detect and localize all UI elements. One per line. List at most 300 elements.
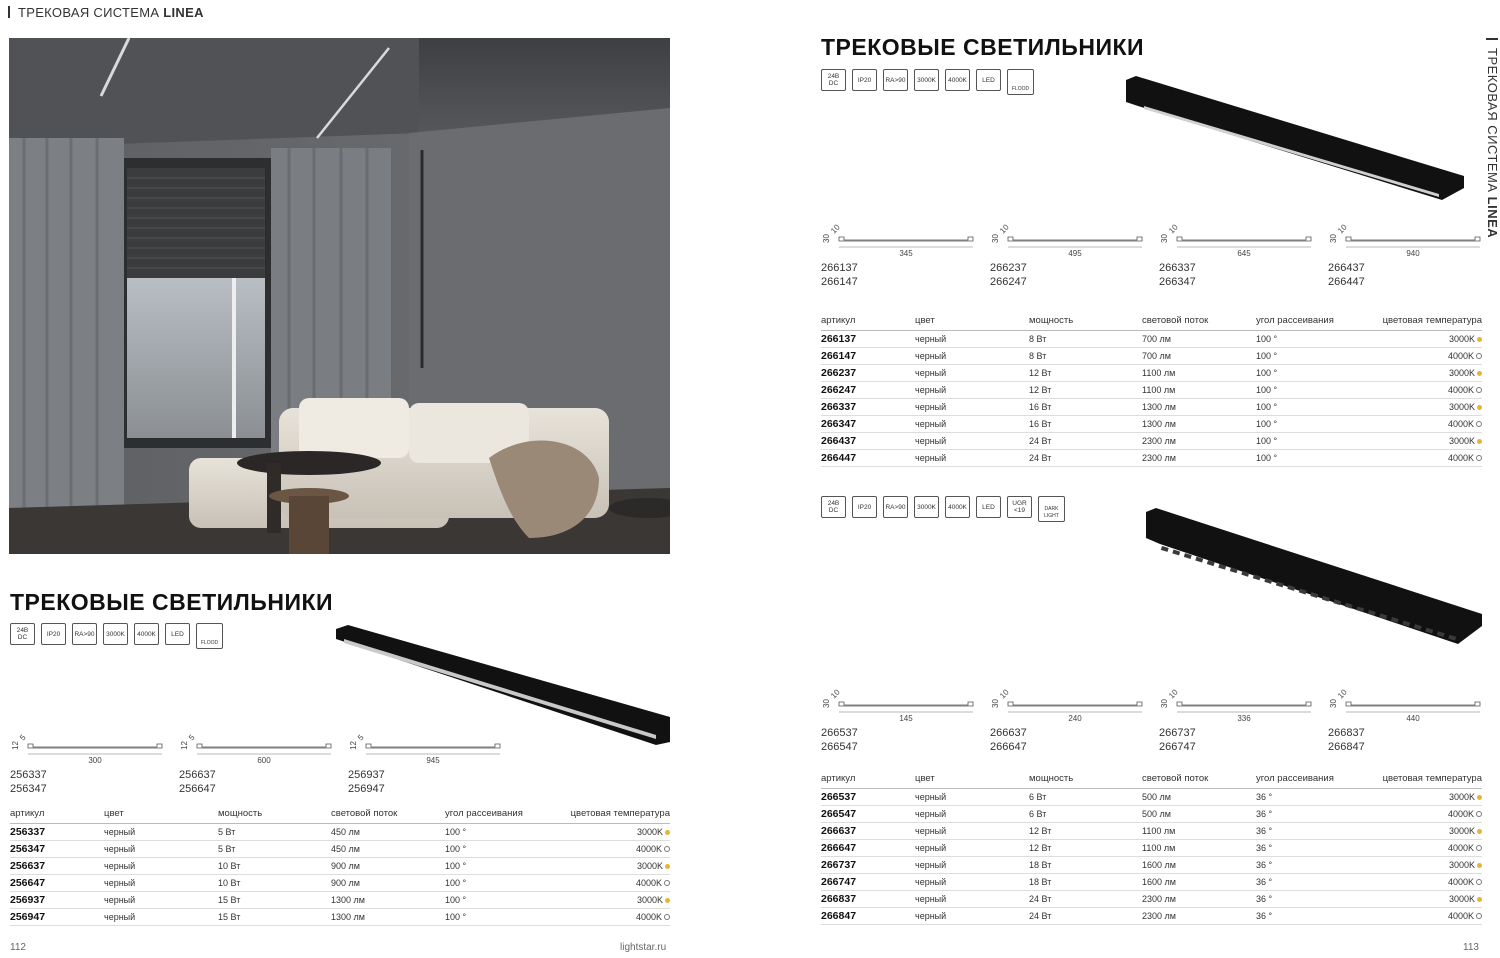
cell-color: черный <box>915 416 1029 433</box>
dimension-length: 345 <box>899 249 913 258</box>
article-code: 266337 <box>1159 262 1196 274</box>
dimension-height: 30 <box>1160 699 1169 708</box>
article-code: 266547 <box>821 741 858 753</box>
neutral-dot-icon <box>1476 879 1482 885</box>
dimension-length: 145 <box>899 714 913 723</box>
feature-icon-text <box>171 631 184 638</box>
right-top-product-image <box>1124 76 1466 204</box>
feature-icon-text <box>917 77 936 84</box>
feature-icon-line1: 3000K <box>917 503 936 511</box>
temp-value: 3000K <box>1448 334 1475 344</box>
cell-art: 256937 <box>10 892 104 909</box>
cell-temp <box>558 909 670 926</box>
feature-icon-text <box>106 631 125 638</box>
dimension-width: 10 <box>829 222 842 236</box>
dimension-codes <box>10 768 47 796</box>
feature-icon-text <box>858 77 871 84</box>
cell-angle: 100 ° <box>1256 433 1369 450</box>
dimension-drawing <box>179 728 348 773</box>
table-header-row <box>821 314 1482 331</box>
feature-icon-text <box>74 631 94 638</box>
neutral-dot-icon <box>1476 353 1482 359</box>
table-row <box>821 382 1482 399</box>
left-title: ТРЕКОВЫЕ СВЕТИЛЬНИКИ <box>10 589 334 615</box>
cell-temp <box>1369 874 1482 891</box>
feature-icon-text <box>47 631 60 638</box>
article-code: 256947 <box>348 783 385 795</box>
cell-color: черный <box>915 365 1029 382</box>
cell-art: 266647 <box>821 840 915 857</box>
table-row <box>821 348 1482 365</box>
cell-art: 256637 <box>10 858 104 875</box>
feature-icon-line1: LED <box>982 76 995 84</box>
cell-angle: 36 ° <box>1256 857 1369 874</box>
header-brand: LINEA <box>163 5 204 20</box>
cell-temp <box>1369 433 1482 450</box>
cell-angle: 100 ° <box>1256 416 1369 433</box>
table-row <box>821 806 1482 823</box>
cell-temp <box>1369 331 1482 348</box>
feature-icon-line1: 24В <box>827 500 840 507</box>
temp-value: 4000K <box>1447 809 1474 819</box>
cell-power: 10 Вт <box>218 875 331 892</box>
article-code: 266637 <box>990 727 1027 739</box>
dimension-length: 645 <box>1237 249 1251 258</box>
cell-color: черный <box>915 433 1029 450</box>
feature-icon-text <box>982 504 995 511</box>
cell-art: 266837 <box>821 891 915 908</box>
article-code: 266847 <box>1328 741 1365 753</box>
feature-icon-text <box>1044 506 1059 520</box>
table-row <box>821 840 1482 857</box>
cell-power: 5 Вт <box>218 824 331 841</box>
profile-outline <box>1177 237 1311 241</box>
cell-flux: 1100 лм <box>1142 365 1256 382</box>
dimension-item <box>821 219 990 294</box>
dimension-item <box>821 678 990 753</box>
table-row <box>10 875 670 892</box>
cell-flux: 700 лм <box>1142 348 1256 365</box>
cell-art: 266247 <box>821 382 915 399</box>
feature-icon-text <box>885 504 905 511</box>
warm-dot-icon <box>665 830 670 835</box>
feature-icon-line1: DARK <box>1044 506 1059 512</box>
column-header-angle: угол рассеивания <box>1256 314 1369 331</box>
feature-icon-led <box>976 496 1001 518</box>
cell-flux: 1300 лм <box>331 909 445 926</box>
cell-color: черный <box>915 789 1029 806</box>
right-bottom-spec-table <box>821 772 1482 925</box>
cell-angle: 100 ° <box>1256 450 1369 467</box>
warm-dot-icon <box>1477 795 1482 800</box>
dimension-drawing <box>10 728 179 773</box>
dimension-height: 12 <box>349 741 358 750</box>
profile-outline <box>1346 702 1480 706</box>
dimension-length: 600 <box>257 756 271 765</box>
cell-art: 266737 <box>821 857 915 874</box>
page-number-left: 112 <box>10 942 26 953</box>
dimension-item <box>990 219 1159 294</box>
feature-icon-text <box>828 73 840 87</box>
cell-angle: 36 ° <box>1256 823 1369 840</box>
feature-icon-line1: IP20 <box>857 503 872 511</box>
cell-flux: 1300 лм <box>1142 416 1256 433</box>
column-header-power: мощность <box>218 807 331 824</box>
cell-color: черный <box>915 806 1029 823</box>
table-row <box>821 416 1482 433</box>
dimension-width: 10 <box>998 687 1011 701</box>
cell-angle: 100 ° <box>445 875 558 892</box>
cell-flux: 2300 лм <box>1142 450 1256 467</box>
feature-icon-ip20 <box>41 623 66 645</box>
cell-temp <box>1369 840 1482 857</box>
dimension-height: 30 <box>1329 234 1338 243</box>
cell-power: 6 Вт <box>1029 789 1142 806</box>
feature-icon-24в <box>821 69 846 91</box>
column-header-temp: цветовая температура <box>558 807 670 824</box>
feature-icon-text <box>917 504 936 511</box>
dimension-width: 10 <box>1336 687 1349 701</box>
temp-value: 3000K <box>1448 402 1475 412</box>
feature-icon-ip20 <box>852 496 877 518</box>
cell-flux: 1300 лм <box>331 892 445 909</box>
feature-icon-dark <box>1038 496 1065 522</box>
feature-icon-line1: 4000K <box>948 76 967 84</box>
dimension-codes <box>821 726 858 754</box>
table-row <box>821 857 1482 874</box>
temp-value: 4000K <box>1447 419 1474 429</box>
cell-color: черный <box>915 908 1029 925</box>
table-header-row <box>821 772 1482 789</box>
dimension-height: 30 <box>1329 699 1338 708</box>
feature-icon-line1: UGR <box>1012 500 1027 507</box>
feature-icon-ra90 <box>883 496 908 518</box>
cell-flux: 500 лм <box>1142 789 1256 806</box>
temp-value: 4000K <box>1447 843 1474 853</box>
dimension-height: 30 <box>822 234 831 243</box>
cell-temp <box>1369 789 1482 806</box>
feature-icon-3000k <box>914 496 939 518</box>
cell-temp <box>1369 416 1482 433</box>
cell-color: черный <box>915 823 1029 840</box>
side-header <box>1485 38 1500 238</box>
article-code: 266137 <box>821 262 858 274</box>
temp-value: 3000K <box>636 895 663 905</box>
dimension-item <box>1328 678 1497 753</box>
feature-icon-flood <box>1007 69 1034 95</box>
table-row <box>821 450 1482 467</box>
dimension-width: 10 <box>1336 222 1349 236</box>
cell-flux: 2300 лм <box>1142 908 1256 925</box>
cell-color: черный <box>104 892 218 909</box>
cell-angle: 100 ° <box>1256 382 1369 399</box>
cell-flux: 2300 лм <box>1142 891 1256 908</box>
table-row <box>10 858 670 875</box>
left-dimension-drawings <box>10 728 517 795</box>
dimension-length: 300 <box>88 756 102 765</box>
cell-color: черный <box>104 824 218 841</box>
cell-art: 266847 <box>821 908 915 925</box>
left-feature-icons <box>10 623 223 649</box>
cell-power: 16 Вт <box>1029 416 1142 433</box>
cell-angle: 36 ° <box>1256 789 1369 806</box>
dimension-length: 336 <box>1237 714 1251 723</box>
column-header-power: мощность <box>1029 772 1142 789</box>
dimension-codes <box>1328 261 1365 289</box>
feature-icon-line1: 3000K <box>106 630 125 638</box>
warm-dot-icon <box>665 898 670 903</box>
cell-art: 266637 <box>821 823 915 840</box>
table-row <box>10 824 670 841</box>
cell-flux: 450 лм <box>331 841 445 858</box>
cell-power: 8 Вт <box>1029 331 1142 348</box>
cell-power: 24 Вт <box>1029 433 1142 450</box>
profile-outline <box>1346 237 1480 241</box>
dimension-height: 12 <box>180 741 189 750</box>
feature-icon-line1: FLOOD <box>1011 86 1030 92</box>
cell-power: 24 Вт <box>1029 891 1142 908</box>
cell-power: 15 Вт <box>218 909 331 926</box>
cell-temp <box>1369 348 1482 365</box>
cell-angle: 100 ° <box>445 841 558 858</box>
page-header <box>8 5 204 20</box>
dimension-height: 30 <box>991 699 1000 708</box>
cell-power: 12 Вт <box>1029 840 1142 857</box>
cell-power: 12 Вт <box>1029 823 1142 840</box>
feature-icon-text <box>948 504 967 511</box>
dimension-codes <box>1328 726 1365 754</box>
feature-icon-line1: 4000K <box>948 503 967 511</box>
feature-icon-4000k <box>945 496 970 518</box>
dimension-codes <box>348 768 385 796</box>
feature-icon-line2: <19 <box>1013 507 1025 514</box>
cell-angle: 100 ° <box>1256 348 1369 365</box>
right-top-feature-icons <box>821 69 1034 95</box>
cell-flux: 900 лм <box>331 875 445 892</box>
dimension-length: 440 <box>1406 714 1420 723</box>
warm-dot-icon <box>1477 405 1482 410</box>
cell-temp <box>1369 365 1482 382</box>
cell-temp <box>1369 823 1482 840</box>
feature-icon-4000k <box>134 623 159 645</box>
table-row <box>10 892 670 909</box>
feature-icon-line1: LED <box>171 630 184 638</box>
article-code: 266447 <box>1328 276 1365 288</box>
dimension-height: 30 <box>991 234 1000 243</box>
table-row <box>821 908 1482 925</box>
cell-power: 16 Вт <box>1029 399 1142 416</box>
dimension-codes <box>1159 726 1196 754</box>
column-header-angle: угол рассеивания <box>1256 772 1369 789</box>
temp-value: 3000K <box>1448 894 1475 904</box>
dimension-drawing <box>348 728 517 773</box>
cell-flux: 1100 лм <box>1142 382 1256 399</box>
column-header-temp: цветовая температура <box>1369 314 1482 331</box>
header-bar <box>8 6 10 18</box>
cell-power: 8 Вт <box>1029 348 1142 365</box>
cell-color: черный <box>915 331 1029 348</box>
feature-icon-line1: 4000K <box>137 630 156 638</box>
side-header-prefix: ТРЕКОВАЯ СИСТЕМА <box>1485 48 1500 193</box>
feature-icon-text <box>982 77 995 84</box>
dimension-length: 240 <box>1068 714 1082 723</box>
cell-angle: 100 ° <box>1256 331 1369 348</box>
cell-angle: 36 ° <box>1256 891 1369 908</box>
cell-power: 24 Вт <box>1029 450 1142 467</box>
article-code: 266237 <box>990 262 1027 274</box>
dimension-codes <box>990 726 1027 754</box>
feature-icon-text <box>828 500 840 514</box>
cell-temp <box>1369 450 1482 467</box>
cell-flux: 2300 лм <box>1142 433 1256 450</box>
temp-value: 4000K <box>1447 385 1474 395</box>
neutral-dot-icon <box>1476 387 1482 393</box>
article-code: 266647 <box>990 741 1027 753</box>
table-row <box>10 841 670 858</box>
feature-icon-line1: FLOOD <box>200 640 219 646</box>
dimension-height: 30 <box>1160 234 1169 243</box>
warm-dot-icon <box>1477 897 1482 902</box>
cell-angle: 100 ° <box>1256 365 1369 382</box>
right-bottom-product-image <box>1144 508 1484 648</box>
column-header-article: артикул <box>821 772 915 789</box>
feature-icon-led <box>165 623 190 645</box>
warm-dot-icon <box>665 864 670 869</box>
feature-icon-ip20 <box>852 69 877 91</box>
temp-value: 3000K <box>636 861 663 871</box>
cell-art: 256947 <box>10 909 104 926</box>
profile-outline <box>366 744 500 748</box>
cell-flux: 1300 лм <box>1142 399 1256 416</box>
cell-color: черный <box>104 875 218 892</box>
cell-art: 256347 <box>10 841 104 858</box>
dimension-codes <box>821 261 858 289</box>
cell-art: 266447 <box>821 450 915 467</box>
right-bottom-dimension-drawings <box>821 678 1497 753</box>
cell-art: 266747 <box>821 874 915 891</box>
neutral-dot-icon <box>664 914 670 920</box>
warm-dot-icon <box>1477 439 1482 444</box>
feature-icon-3000k <box>914 69 939 91</box>
cell-power: 15 Вт <box>218 892 331 909</box>
warm-dot-icon <box>1477 337 1482 342</box>
cell-angle: 100 ° <box>445 892 558 909</box>
dimension-width: 5 <box>18 732 28 743</box>
dimension-length: 945 <box>426 756 440 765</box>
cell-color: черный <box>915 450 1029 467</box>
feature-icon-line2: DC <box>17 634 28 641</box>
feature-icon-line1: LED <box>982 503 995 511</box>
column-header-angle: угол рассеивания <box>445 807 558 824</box>
feature-icon-text <box>17 627 29 641</box>
neutral-dot-icon <box>1476 811 1482 817</box>
column-header-color: цвет <box>915 772 1029 789</box>
cell-art: 266337 <box>821 399 915 416</box>
article-code: 266247 <box>990 276 1027 288</box>
cell-power: 12 Вт <box>1029 365 1142 382</box>
side-header-bar <box>1486 38 1498 40</box>
table-row <box>821 823 1482 840</box>
article-code: 266737 <box>1159 727 1196 739</box>
cell-flux: 700 лм <box>1142 331 1256 348</box>
cell-angle: 100 ° <box>445 909 558 926</box>
article-code: 256347 <box>10 783 47 795</box>
cell-color: черный <box>915 857 1029 874</box>
cell-temp <box>558 875 670 892</box>
dimension-width: 10 <box>1167 222 1180 236</box>
cell-art: 266537 <box>821 789 915 806</box>
temp-value: 3000K <box>1448 860 1475 870</box>
feature-icon-ugr <box>1007 496 1032 518</box>
temp-value: 4000K <box>1447 351 1474 361</box>
right-title: ТРЕКОВЫЕ СВЕТИЛЬНИКИ <box>821 34 1145 60</box>
dimension-width: 5 <box>356 732 366 743</box>
site-link[interactable]: lightstar.ru <box>620 942 667 953</box>
cell-power: 24 Вт <box>1029 908 1142 925</box>
temp-value: 3000K <box>1448 792 1475 802</box>
interior-photo-illustration <box>9 38 670 554</box>
left-spec-table <box>10 807 670 926</box>
temp-value: 3000K <box>1448 436 1475 446</box>
feature-icon-line2: DC <box>828 80 839 87</box>
cell-temp <box>1369 857 1482 874</box>
cell-power: 6 Вт <box>1029 806 1142 823</box>
article-code: 266747 <box>1159 741 1196 753</box>
cell-flux: 1600 лм <box>1142 874 1256 891</box>
feature-icon-line1: RA>90 <box>885 503 906 511</box>
cell-angle: 36 ° <box>1256 840 1369 857</box>
warm-dot-icon <box>1477 829 1482 834</box>
temp-value: 4000K <box>1447 453 1474 463</box>
cell-angle: 36 ° <box>1256 806 1369 823</box>
interior-photo <box>9 38 670 554</box>
cell-temp <box>558 841 670 858</box>
table-row <box>821 365 1482 382</box>
dimension-item <box>10 728 179 795</box>
column-header-power: мощность <box>1029 314 1142 331</box>
dimension-item <box>990 678 1159 753</box>
cell-flux: 1600 лм <box>1142 857 1256 874</box>
neutral-dot-icon <box>664 880 670 886</box>
cell-flux: 500 лм <box>1142 806 1256 823</box>
cell-power: 5 Вт <box>218 841 331 858</box>
profile-outline <box>1177 702 1311 706</box>
right-bottom-feature-icons <box>821 496 1065 522</box>
dimension-codes <box>179 768 216 796</box>
feature-icon-ra90 <box>883 69 908 91</box>
feature-icon-line1: 24В <box>16 627 29 634</box>
cell-angle: 100 ° <box>445 858 558 875</box>
feature-icon-3000k <box>103 623 128 645</box>
cell-flux: 900 лм <box>331 858 445 875</box>
column-header-article: артикул <box>10 807 104 824</box>
cell-power: 10 Вт <box>218 858 331 875</box>
temp-value: 4000K <box>1447 877 1474 887</box>
feature-icon-line1: IP20 <box>46 630 61 638</box>
dimension-item <box>179 728 348 795</box>
louver-cell <box>1161 546 1169 552</box>
feature-icon-led <box>976 69 1001 91</box>
table-row <box>821 433 1482 450</box>
cell-color: черный <box>915 399 1029 416</box>
cell-flux: 1100 лм <box>1142 840 1256 857</box>
article-code: 256647 <box>179 783 216 795</box>
column-header-flux: световой поток <box>1142 772 1256 789</box>
dimension-item <box>348 728 517 795</box>
temp-value: 3000K <box>1448 368 1475 378</box>
cell-flux: 450 лм <box>331 824 445 841</box>
cell-art: 266137 <box>821 331 915 348</box>
